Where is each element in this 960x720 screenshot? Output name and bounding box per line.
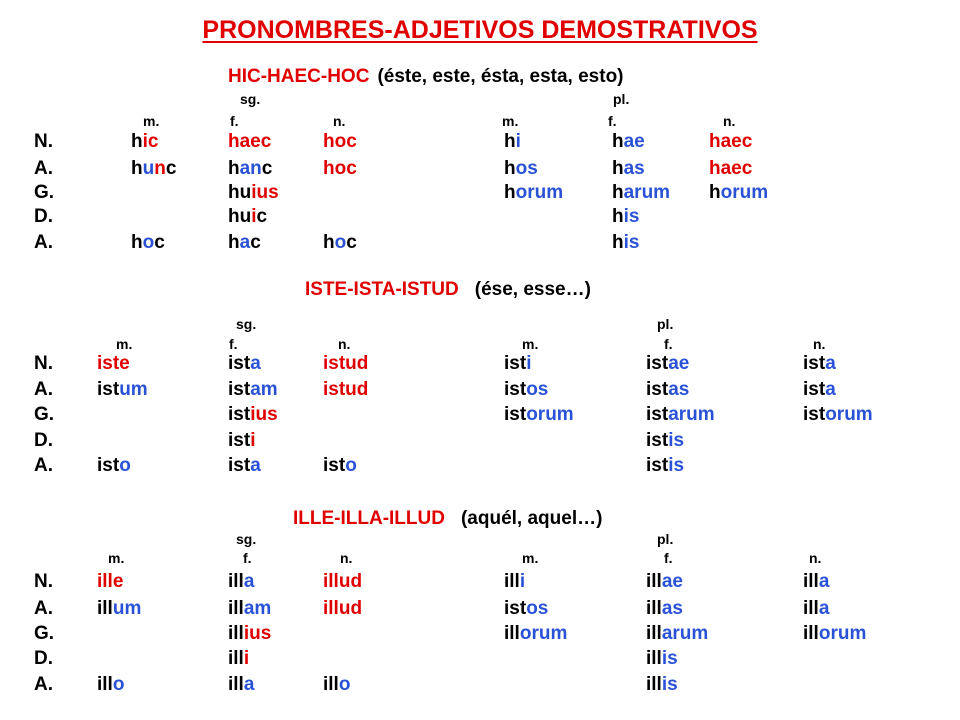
- stem-part: h: [612, 206, 624, 227]
- ending-part: o: [334, 232, 347, 253]
- ille-form-accusative-pl-n: [803, 598, 829, 620]
- ille-form-ablative-pl-f: [646, 674, 678, 696]
- ending-part: hoc: [323, 131, 357, 152]
- hic-form-accusative-sg-m: [131, 158, 176, 180]
- ending-part: o: [119, 455, 131, 476]
- stem-part: c: [261, 158, 273, 179]
- iste-case-label-dative: D.: [34, 430, 53, 451]
- ille-plural-label: pl.: [657, 531, 674, 547]
- ending-part: haec: [709, 158, 753, 179]
- stem-part: ist: [228, 379, 251, 400]
- stem-part: h: [612, 131, 624, 152]
- stem-part: h: [228, 232, 240, 253]
- ending-part: orum: [526, 404, 574, 425]
- ending-part: as: [623, 158, 645, 179]
- stem-part: ist: [504, 404, 527, 425]
- ending-part: ius: [251, 182, 279, 203]
- stem-part: h: [504, 158, 516, 179]
- ending-part: is: [623, 206, 640, 227]
- hic-form-nominative-sg-m: [131, 131, 158, 153]
- iste-form-accusative-pl-f: [646, 379, 689, 401]
- ending-part: ic: [142, 131, 159, 152]
- stem-part: ill: [228, 674, 244, 695]
- iste-gender-label-sg-n: n.: [338, 336, 351, 352]
- stem-part: ist: [504, 598, 527, 619]
- ending-part: a: [239, 232, 251, 253]
- ending-part: istud: [323, 353, 369, 374]
- ille-form-nominative-pl-n: [803, 571, 829, 593]
- stem-part: ill: [97, 598, 113, 619]
- stem-part: ill: [228, 598, 244, 619]
- stem-part: ill: [504, 623, 520, 644]
- hic-form-ablative-sg-n: [323, 232, 357, 254]
- ille-form-accusative-sg-m: [97, 598, 141, 620]
- ending-part: is: [661, 674, 678, 695]
- iste-form-accusative-sg-n: [323, 379, 368, 401]
- ending-part: um: [112, 598, 142, 619]
- ending-part: os: [526, 379, 549, 400]
- iste-gender-label-pl-m: m.: [522, 336, 539, 352]
- hic-gender-label-sg-m: m.: [143, 113, 160, 129]
- hic-form-accusative-pl-f: [612, 158, 645, 180]
- hic-form-dative-pl-f: [612, 206, 639, 228]
- ille-gender-label-sg-f: f.: [243, 550, 252, 566]
- ending-part: is: [668, 430, 685, 451]
- ending-part: orum: [720, 182, 769, 203]
- stem-part: h: [228, 158, 240, 179]
- ille-section-title: [293, 508, 602, 530]
- stem-part: ill: [803, 598, 819, 619]
- stem-part: h: [709, 182, 721, 203]
- iste-form-accusative-pl-n: [803, 379, 836, 401]
- iste-form-nominative-pl-f: [646, 353, 689, 375]
- ending-part: a: [250, 353, 261, 374]
- stem-part: ist: [504, 379, 527, 400]
- ending-part: i: [243, 648, 250, 669]
- stem-part: ill: [228, 623, 244, 644]
- ending-part: a: [818, 598, 830, 619]
- stem-part: c: [154, 232, 165, 253]
- stem-part: h: [131, 232, 143, 253]
- ending-part: a: [825, 379, 836, 400]
- ending-part: ille: [97, 571, 124, 592]
- ending-part: istud: [323, 379, 369, 400]
- iste-form-genitive-pl-n: [803, 404, 873, 426]
- stem-part: hu: [228, 206, 252, 227]
- iste-gender-label-pl-n: n.: [813, 336, 826, 352]
- ending-part: arum: [661, 623, 709, 644]
- ending-part: i: [250, 430, 256, 451]
- iste-form-accusative-sg-m: [97, 379, 148, 401]
- hic-form-accusative-pl-n: [709, 158, 752, 180]
- stem-part: ist: [646, 404, 669, 425]
- iste-form-nominative-sg-m: [97, 353, 130, 375]
- hic-form-genitive-pl-n: [709, 182, 768, 204]
- stem-part: ill: [323, 674, 339, 695]
- ending-part: is: [623, 232, 640, 253]
- ending-part: o: [345, 455, 357, 476]
- stem-part: ist: [504, 353, 527, 374]
- stem-part: ill: [646, 598, 662, 619]
- hic-form-accusative-pl-m: [504, 158, 538, 180]
- stem-part: h: [504, 182, 516, 203]
- stem-part: ist: [646, 379, 669, 400]
- iste-form-genitive-sg-f: [228, 404, 278, 426]
- ending-part: am: [243, 598, 272, 619]
- stem-part: ist: [228, 430, 251, 451]
- hic-singular-label: sg.: [240, 91, 261, 107]
- ending-part: o: [142, 232, 155, 253]
- iste-form-genitive-pl-f: [646, 404, 715, 426]
- hic-gender-label-sg-n: n.: [333, 113, 346, 129]
- stem-part: ill: [646, 648, 662, 669]
- hic-form-ablative-pl-f: [612, 232, 639, 254]
- ending-part: orum: [818, 623, 867, 644]
- ille-form-nominative-sg-m: [97, 571, 123, 593]
- ille-case-label-ablative: A.: [34, 674, 53, 695]
- hic-case-label-accusative: A.: [34, 158, 53, 179]
- stem-part: ist: [323, 455, 346, 476]
- ending-part: ius: [243, 623, 272, 644]
- ending-part: o: [112, 674, 125, 695]
- stem-part: h: [131, 131, 143, 152]
- stem-part: ist: [803, 379, 826, 400]
- stem-part: c: [256, 206, 268, 227]
- hic-section-gloss: (éste, este, ésta, esta, esto): [377, 66, 624, 87]
- ille-form-accusative-pl-f: [646, 598, 683, 620]
- ille-form-accusative-sg-f: [228, 598, 271, 620]
- ille-form-genitive-pl-f: [646, 623, 708, 645]
- hic-form-ablative-sg-f: [228, 232, 261, 254]
- ending-part: ae: [668, 353, 690, 374]
- ending-part: os: [515, 158, 538, 179]
- stem-part: ill: [97, 674, 113, 695]
- iste-form-nominative-sg-n: [323, 353, 368, 375]
- stem-part: h: [504, 131, 516, 152]
- ille-singular-label: sg.: [236, 531, 257, 547]
- ending-part: os: [526, 598, 549, 619]
- stem-part: ill: [228, 648, 244, 669]
- hic-gender-label-pl-m: m.: [502, 113, 519, 129]
- stem-part: ist: [646, 430, 669, 451]
- hic-form-accusative-sg-n: [323, 158, 357, 180]
- ending-part: o: [338, 674, 351, 695]
- stem-part: ill: [803, 623, 819, 644]
- stem-part: c: [250, 232, 261, 253]
- hic-gender-label-pl-n: n.: [723, 113, 736, 129]
- hic-gender-label-sg-f: f.: [230, 113, 239, 129]
- iste-case-label-genitive: G.: [34, 404, 55, 425]
- iste-section-gloss: (ése, esse…): [474, 279, 591, 300]
- ending-part: ius: [250, 404, 278, 425]
- hic-case-label-ablative: A.: [34, 232, 53, 253]
- ending-part: n: [154, 158, 166, 179]
- ending-part: an: [239, 158, 262, 179]
- ending-part: haec: [228, 131, 272, 152]
- ending-part: a: [825, 353, 836, 374]
- hic-form-nominative-sg-f: [228, 131, 271, 153]
- ille-gender-label-sg-m: m.: [108, 550, 125, 566]
- stem-part: ist: [228, 353, 251, 374]
- stem-part: ist: [228, 455, 251, 476]
- iste-case-label-ablative: A.: [34, 455, 53, 476]
- stem-part: ist: [646, 353, 669, 374]
- ending-part: as: [668, 379, 690, 400]
- hic-plural-label: pl.: [613, 91, 630, 107]
- stem-part: c: [165, 158, 177, 179]
- hic-form-genitive-sg-f: [228, 182, 279, 204]
- ending-part: a: [250, 455, 261, 476]
- ending-part: orum: [519, 623, 568, 644]
- ille-section-gloss: (aquél, aquel…): [460, 508, 603, 529]
- stem-part: ill: [228, 571, 244, 592]
- iste-form-dative-sg-f: [228, 430, 255, 452]
- ending-part: arum: [623, 182, 671, 203]
- iste-form-ablative-sg-f: [228, 455, 261, 477]
- ille-form-nominative-sg-f: [228, 571, 254, 593]
- ille-gender-label-pl-n: n.: [809, 550, 822, 566]
- hic-form-dative-sg-f: [228, 206, 267, 228]
- ille-form-dative-pl-f: [646, 648, 678, 670]
- ending-part: arum: [668, 404, 715, 425]
- iste-form-ablative-sg-n: [323, 455, 357, 477]
- hic-section-name: HIC-HAEC-HOC: [228, 66, 370, 87]
- ending-part: as: [661, 598, 683, 619]
- ille-case-label-accusative: A.: [34, 598, 53, 619]
- iste-singular-label: sg.: [236, 316, 257, 332]
- iste-section-name: ISTE-ISTA-ISTUD: [305, 279, 459, 300]
- ille-gender-label-pl-m: m.: [522, 550, 539, 566]
- ending-part: hoc: [323, 158, 357, 179]
- iste-case-label-accusative: A.: [34, 379, 53, 400]
- stem-part: ist: [646, 455, 669, 476]
- ending-part: u: [142, 158, 155, 179]
- iste-form-accusative-sg-f: [228, 379, 278, 401]
- ending-part: is: [668, 455, 685, 476]
- ille-form-ablative-sg-m: [97, 674, 124, 696]
- hic-form-ablative-sg-m: [131, 232, 165, 254]
- ille-gender-label-pl-f: f.: [664, 550, 673, 566]
- ille-case-label-nominative: N.: [34, 571, 53, 592]
- hic-gender-label-pl-f: f.: [608, 113, 617, 129]
- stem-part: h: [131, 158, 143, 179]
- hic-form-nominative-pl-n: [709, 131, 752, 153]
- iste-section-title: [305, 279, 591, 301]
- ending-part: am: [250, 379, 278, 400]
- ending-part: ae: [623, 131, 645, 152]
- ille-form-ablative-sg-n: [323, 674, 350, 696]
- ille-gender-label-sg-n: n.: [340, 550, 353, 566]
- ending-part: a: [243, 571, 255, 592]
- stem-part: ill: [646, 674, 662, 695]
- slide-title: PRONOMBRES-ADJETIVOS DEMOSTRATIVOS: [202, 16, 758, 44]
- iste-gender-label-pl-f: f.: [664, 336, 673, 352]
- ending-part: orum: [825, 404, 873, 425]
- hic-form-genitive-pl-f: [612, 182, 670, 204]
- ille-form-nominative-pl-f: [646, 571, 683, 593]
- stem-part: h: [612, 232, 624, 253]
- ille-form-dative-sg-f: [228, 648, 249, 670]
- ille-form-genitive-pl-n: [803, 623, 866, 645]
- iste-form-dative-pl-f: [646, 430, 684, 452]
- stem-part: ill: [504, 571, 520, 592]
- ending-part: i: [515, 131, 521, 152]
- iste-plural-label: pl.: [657, 316, 674, 332]
- stem-part: c: [346, 232, 357, 253]
- ending-part: a: [818, 571, 830, 592]
- hic-form-nominative-pl-f: [612, 131, 645, 153]
- iste-form-nominative-pl-n: [803, 353, 836, 375]
- hic-form-nominative-pl-m: [504, 131, 521, 153]
- iste-form-nominative-sg-f: [228, 353, 261, 375]
- ending-part: is: [661, 648, 678, 669]
- iste-form-accusative-pl-m: [504, 379, 548, 401]
- stem-part: ist: [97, 455, 120, 476]
- ille-case-label-dative: D.: [34, 648, 53, 669]
- stem-part: h: [323, 232, 335, 253]
- ille-form-ablative-sg-f: [228, 674, 254, 696]
- stem-part: hu: [228, 182, 252, 203]
- iste-form-ablative-pl-f: [646, 455, 684, 477]
- stem-part: ist: [803, 353, 826, 374]
- iste-gender-label-sg-m: m.: [116, 336, 133, 352]
- ending-part: a: [243, 674, 255, 695]
- ending-part: i: [526, 353, 532, 374]
- ille-section-name: ILLE-ILLA-ILLUD: [293, 508, 445, 529]
- stem-part: h: [612, 158, 624, 179]
- ille-form-accusative-pl-m: [504, 598, 548, 620]
- ending-part: illud: [323, 571, 363, 592]
- ending-part: i: [519, 571, 526, 592]
- hic-section-title: [228, 66, 624, 88]
- ending-part: um: [119, 379, 148, 400]
- iste-form-ablative-sg-m: [97, 455, 131, 477]
- stem-part: ill: [803, 571, 819, 592]
- ending-part: haec: [709, 131, 753, 152]
- ille-form-accusative-sg-n: [323, 598, 362, 620]
- ending-part: ae: [661, 571, 683, 592]
- hic-case-label-genitive: G.: [34, 182, 55, 203]
- stem-part: h: [612, 182, 624, 203]
- stem-part: ill: [646, 623, 662, 644]
- iste-gender-label-sg-f: f.: [229, 336, 238, 352]
- stem-part: ist: [228, 404, 251, 425]
- iste-form-genitive-pl-m: [504, 404, 574, 426]
- ille-form-nominative-pl-m: [504, 571, 525, 593]
- hic-case-label-nominative: N.: [34, 131, 53, 152]
- iste-form-nominative-pl-m: [504, 353, 531, 375]
- hic-form-accusative-sg-f: [228, 158, 272, 180]
- ille-form-nominative-sg-n: [323, 571, 362, 593]
- ille-form-genitive-pl-m: [504, 623, 567, 645]
- ille-form-genitive-sg-f: [228, 623, 271, 645]
- hic-form-genitive-pl-m: [504, 182, 563, 204]
- ending-part: illud: [323, 598, 363, 619]
- ending-part: iste: [97, 353, 130, 374]
- ending-part: i: [251, 206, 257, 227]
- stem-part: ist: [803, 404, 826, 425]
- stem-part: ist: [97, 379, 120, 400]
- stem-part: ill: [646, 571, 662, 592]
- ending-part: orum: [515, 182, 564, 203]
- ille-case-label-genitive: G.: [34, 623, 55, 644]
- hic-form-nominative-sg-n: [323, 131, 357, 153]
- iste-case-label-nominative: N.: [34, 353, 53, 374]
- hic-case-label-dative: D.: [34, 206, 53, 227]
